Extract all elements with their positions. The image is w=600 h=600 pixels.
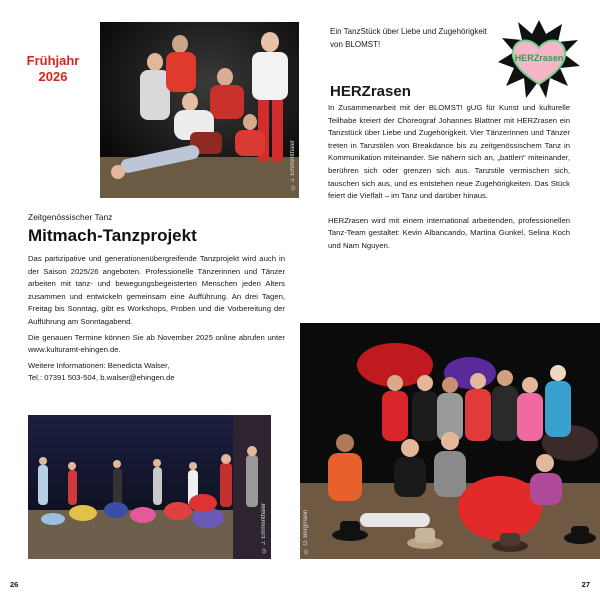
herzrasen-logo xyxy=(496,18,582,104)
dance-workshop-photo xyxy=(100,22,299,198)
logo-text: HERZrasen xyxy=(514,53,564,63)
section-kicker: Zeitgenössischer Tanz xyxy=(28,212,113,222)
paragraph: Die genauen Termine können Sie ab November 2025 online abrufen unter www.kulturamt-ehingen.de. xyxy=(28,332,285,355)
page-number: 26 xyxy=(10,580,19,589)
production-tagline: Ein TanzStück über Liebe und Zugehörigkeit von BLOMST! xyxy=(330,27,487,49)
article-title: Mitmach-Tanzprojekt xyxy=(28,226,197,245)
contact-line: Weitere Informationen: Benedicta Walser, xyxy=(28,360,170,370)
contact-line: Tel.: 07391 503-504, b.walser@ehingen.de xyxy=(28,373,175,383)
photo-credit: © J. Emmenthaler xyxy=(290,140,296,190)
article-title: HERZrasen xyxy=(330,83,411,100)
page-number: 27 xyxy=(581,580,590,589)
paragraph: Das partizipative und generationenübergreifende Tanzprojekt wird auch in der Saison 2025/26 angeboten. Professionelle Tänzerinnen und Tänzer arbeiten mit tanz- und bewegungsbegeisterten Menschen jeden Alters zusammen und entwickeln gemeinsam eine Aufführung. An drei Tagen, Freitag bis Sonntag, gibt es Workshops, Proben und die Vorbereitung der Aufführung am Sonntagabend. xyxy=(28,254,285,326)
article-body xyxy=(328,102,570,265)
season-label: Frühjahr 2026 xyxy=(26,53,80,84)
group-photo xyxy=(300,323,600,559)
photo-credit: © O. Bergmann xyxy=(303,509,309,553)
paragraph: HERZrasen wird mit einem international arbeitenden, professionellen Tanz-Team gestaltet: Kevin Albancando, Martina Gunkel, Selina Koch und Nam Nguyen. xyxy=(328,215,570,250)
umbrella-stage-photo xyxy=(28,415,271,559)
paragraph: In Zusammenarbeit mit der BLOMST! gUG für Kunst und kulturelle Teilhabe kreiert der Choreograf Johannes Blattner mit HERZrasen ein Tanzstück über Liebe und Zugehörigkeit. Vier Tänzerinnen und Tänzer treten in Tanzstilen von Breakdance bis zu zeitgenössischem Tanz in Kommunikation miteinander. Sie nähern sich an, „battlen“ miteinander, berühren sich oder grenzen sich aus. Tanzstile vermischen sich, tauschen sich aus, und es entstehen neue Zugehörigkeiten. Das Stück feiert die Vielfalt – im Tanz und darüber hinaus. xyxy=(328,103,570,201)
photo-credit: © J. Emmenthaler xyxy=(261,503,267,553)
article-body xyxy=(28,253,285,385)
